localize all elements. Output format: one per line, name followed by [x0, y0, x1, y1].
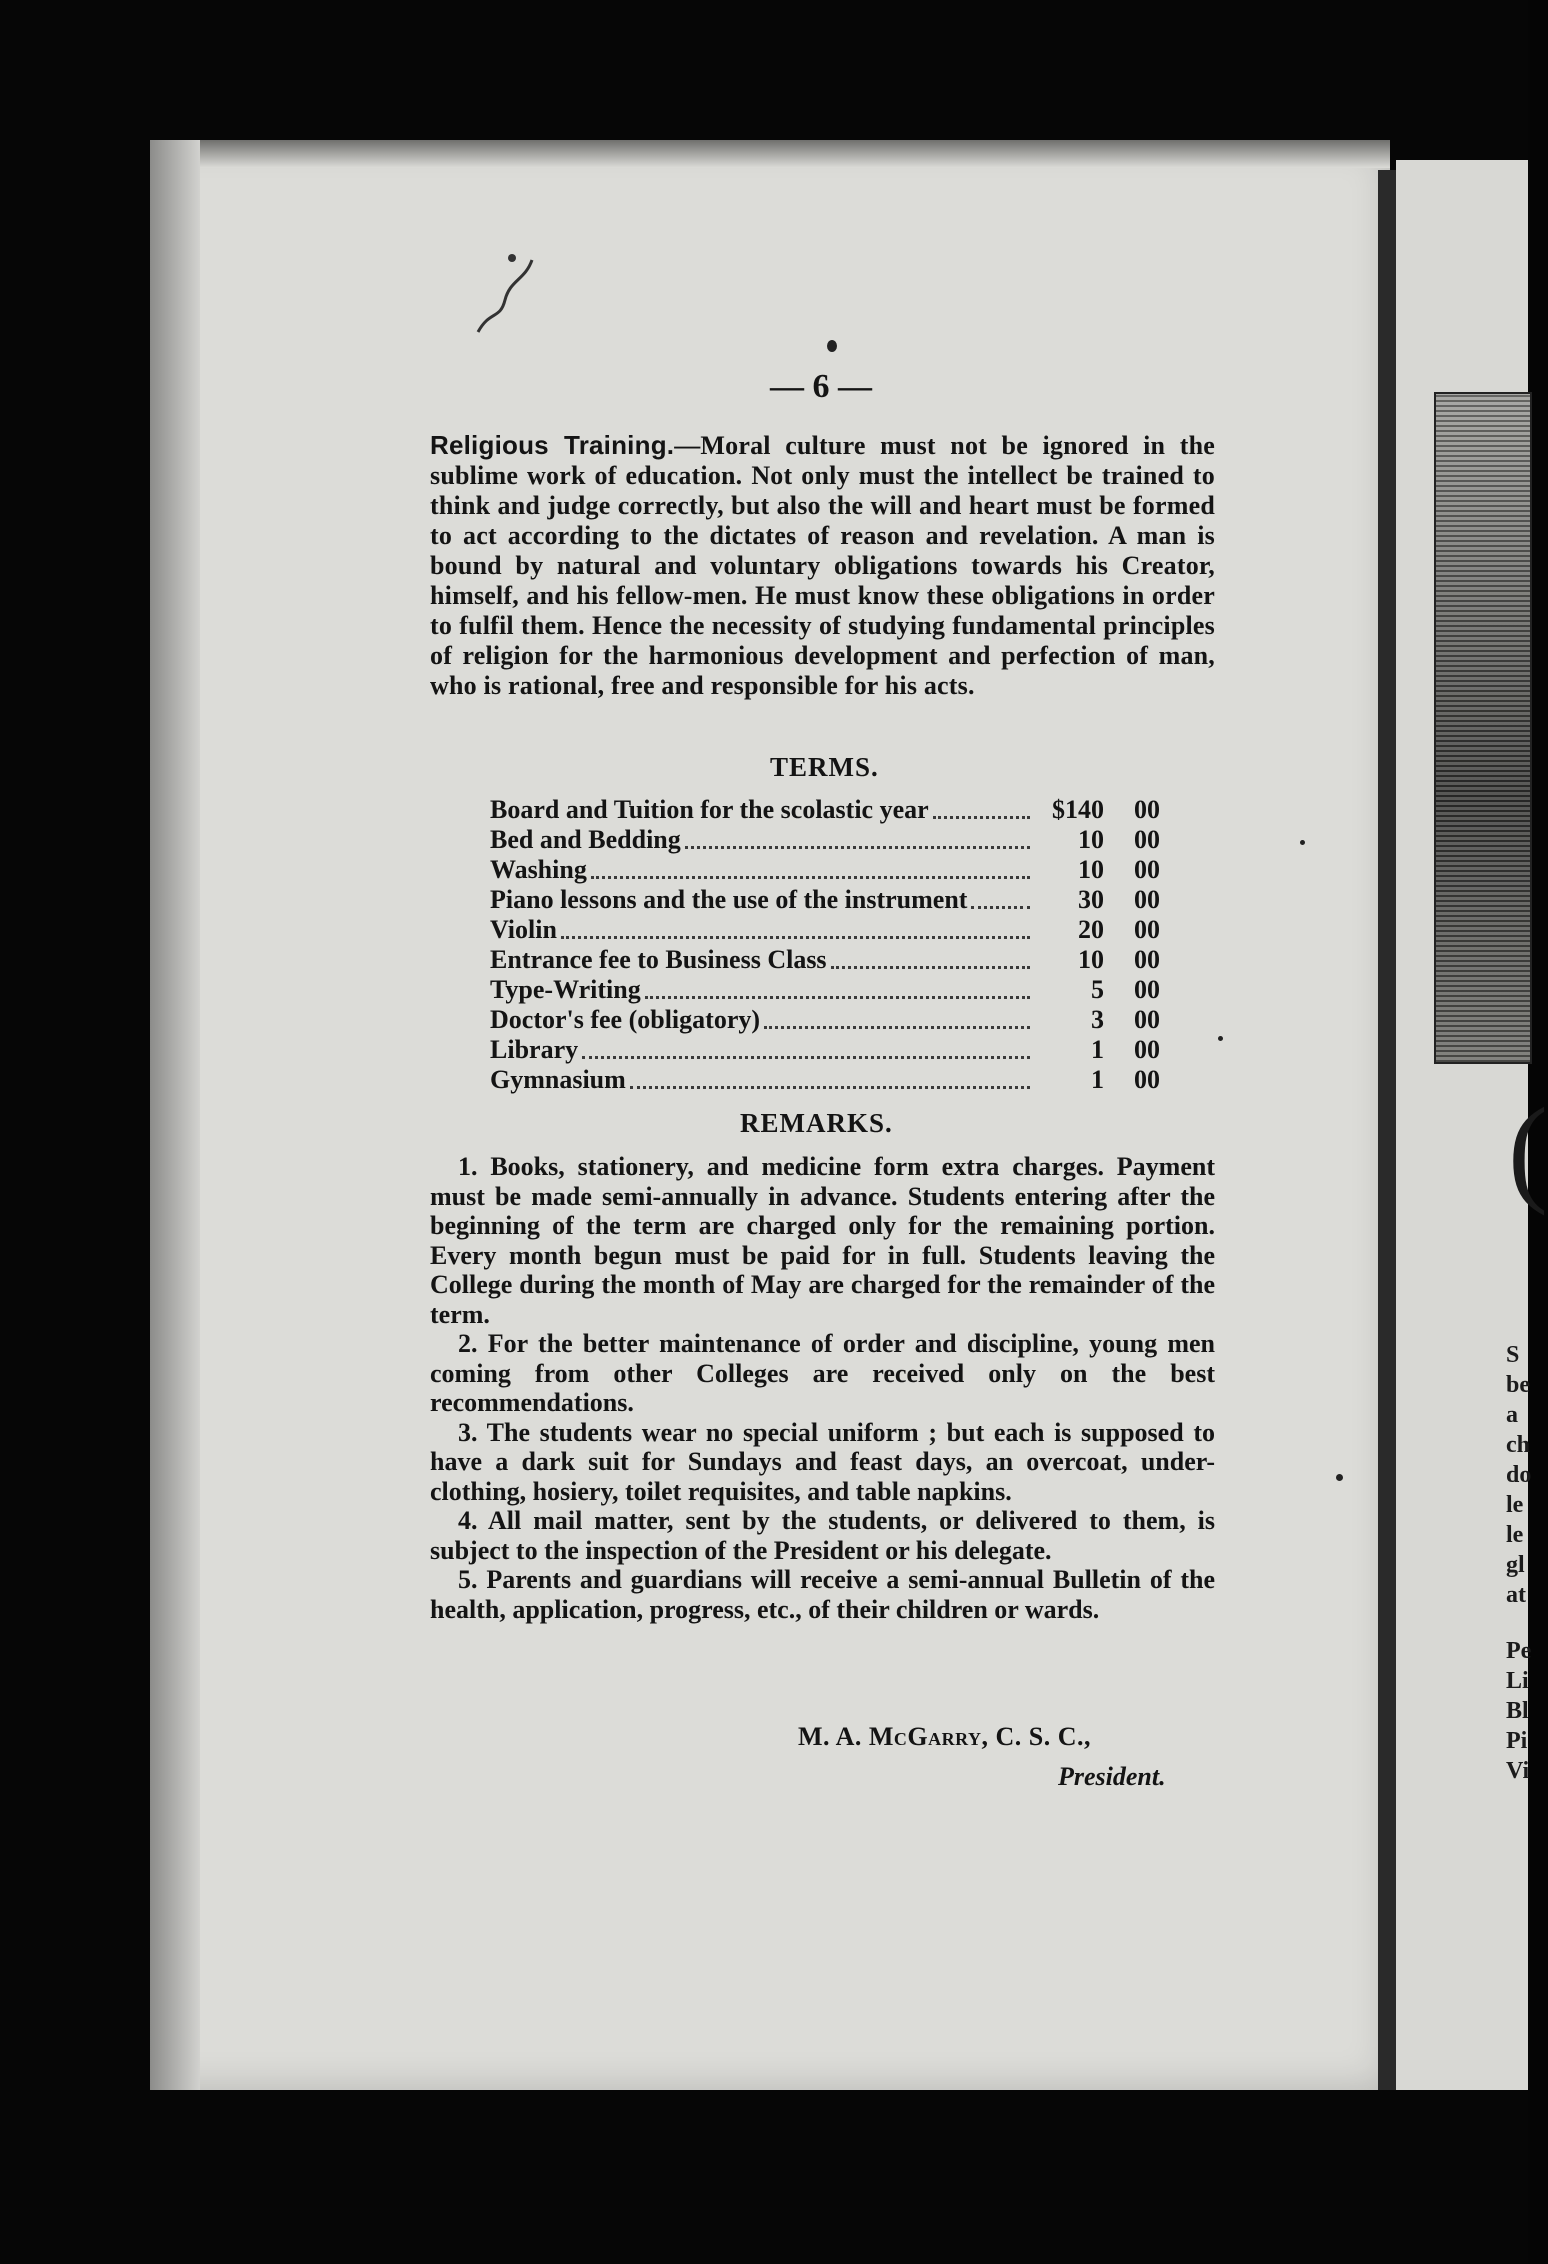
- remark-item: 2. For the better maintenance of order and discipline, young men coming from other Colleges are received only on the best recommendations.: [430, 1329, 1215, 1417]
- terms-row: [490, 795, 1160, 825]
- leader-dots: [561, 922, 1030, 939]
- leader-dots: [685, 832, 1030, 849]
- terms-row: [490, 855, 1160, 885]
- religious-training-heading: Religious Training.: [430, 430, 675, 460]
- leader-dots: [971, 892, 1030, 909]
- leader-dots: [645, 982, 1030, 999]
- terms-item-cents: 00: [1134, 855, 1160, 884]
- terms-item-cents: 00: [1134, 885, 1160, 914]
- book-spine: [1378, 170, 1396, 2090]
- ink-speck: [1300, 840, 1305, 845]
- ink-speck: [1218, 1036, 1223, 1041]
- terms-item-dollars: 5: [1091, 975, 1104, 1004]
- terms-item-cents: 00: [1134, 975, 1160, 1004]
- terms-item-dollars: 30: [1078, 885, 1104, 914]
- page-left-shadow: [150, 140, 200, 2090]
- leader-dots: [831, 952, 1030, 969]
- terms-row: [490, 975, 1160, 1005]
- terms-item-name: Piano lessons and the use of the instrument: [490, 885, 968, 914]
- terms-item-dollars: $140: [1052, 795, 1104, 824]
- signature-title: President.: [1058, 1762, 1166, 1791]
- terms-item-cents: 00: [1134, 825, 1160, 854]
- terms-item-dollars: 10: [1078, 855, 1104, 884]
- signature-name: M. A. McGarry, C. S. C.,: [798, 1722, 1092, 1751]
- remark-item: 3. The students wear no special uniform ; but each is supposed to have a dark suit for Sundays and feast days, an overcoat, under-clothing, hosiery, toilet requisites, and table napkins.: [430, 1417, 1215, 1506]
- terms-row: [490, 885, 1160, 915]
- leader-dots: [933, 802, 1030, 819]
- terms-item-dollars: 10: [1078, 945, 1104, 974]
- remark-item: 5. Parents and guardians will receive a semi-annual Bulletin of the health, application, progress, etc., of their children or wards.: [430, 1565, 1215, 1624]
- terms-item-name: Board and Tuition for the scolastic year: [490, 795, 929, 824]
- terms-item-name: Washing: [490, 855, 587, 884]
- page-top-shadow: [150, 140, 1390, 168]
- religious-training-paragraph: [430, 430, 1215, 701]
- remark-item: 1. Books, stationery, and medicine form extra charges. Payment must be made semi-annually in advance. Students entering after the beginning of the term are charged only for the remaining portion. Every month begun must be paid for in full. Students leaving the College during the month of May are charged for the remainder of the term.: [430, 1152, 1215, 1329]
- pen-scribble-mark: [470, 250, 540, 340]
- adjacent-page-large-letter: (: [1508, 1083, 1548, 1216]
- terms-item-cents: 00: [1134, 1005, 1160, 1034]
- terms-row: [490, 1065, 1160, 1095]
- terms-item-dollars: 10: [1078, 825, 1104, 854]
- terms-item-cents: 00: [1134, 1065, 1160, 1094]
- terms-row: [490, 825, 1160, 855]
- terms-item-name: Entrance fee to Business Class: [490, 945, 827, 974]
- terms-item-dollars: 1: [1091, 1035, 1104, 1064]
- remark-item: 4. All mail matter, sent by the students, or delivered to them, is subject to the inspection of the President or his delegate.: [430, 1506, 1215, 1565]
- remarks-heading: REMARKS.: [740, 1108, 893, 1138]
- leader-dots: [764, 1012, 1030, 1029]
- terms-heading: TERMS.: [770, 752, 879, 782]
- terms-item-cents: 00: [1134, 1035, 1160, 1064]
- terms-row: [490, 945, 1160, 975]
- terms-item-dollars: 3: [1091, 1005, 1104, 1034]
- ink-speck: [827, 340, 837, 352]
- terms-item-name: Gymnasium: [490, 1065, 626, 1094]
- remarks-list: [430, 1152, 1215, 1624]
- terms-table: [490, 795, 1160, 1095]
- terms-item-name: Library: [490, 1035, 579, 1064]
- religious-training-body: —Moral culture must not be ignored in the sublime work of education. Not only must the intellect be trained to think and judge correctly, but also the will and heart must be formed to act according to the dictates of reason and revelation. A man is bound by natural and voluntary obligations towards his Creator, himself, and his fellow-men. He must know these obligations in order to fulfil them. Hence the necessity of studying fundamental principles of religion for the harmonious development and perfection of man, who is rational, free and responsible for his acts.: [430, 431, 1215, 700]
- terms-row: [490, 1035, 1160, 1065]
- terms-row: [490, 1005, 1160, 1035]
- adjacent-page-text-fragments-lower: Pe Li Bl Pi Vi: [1506, 1638, 1532, 1784]
- terms-item-cents: 00: [1134, 945, 1160, 974]
- leader-dots: [591, 862, 1030, 879]
- terms-row: [490, 915, 1160, 945]
- terms-item-cents: 00: [1134, 915, 1160, 944]
- terms-item-cents: 00: [1134, 795, 1160, 824]
- terms-item-name: Bed and Bedding: [490, 825, 681, 854]
- terms-item-name: Type-Writing: [490, 975, 641, 1004]
- terms-item-name: Violin: [490, 915, 557, 944]
- leader-dots: [582, 1042, 1030, 1059]
- ink-speck: [1336, 1474, 1343, 1481]
- terms-item-name: Doctor's fee (obligatory): [490, 1005, 761, 1034]
- adjacent-page-text-fragments: S be a ch do le le gl at: [1506, 1342, 1532, 1608]
- leader-dots: [630, 1072, 1030, 1089]
- terms-item-dollars: 1: [1091, 1065, 1104, 1094]
- page-number: — 6 —: [770, 368, 872, 405]
- terms-item-dollars: 20: [1078, 915, 1104, 944]
- adjacent-page-engraving-image: [1434, 392, 1532, 1064]
